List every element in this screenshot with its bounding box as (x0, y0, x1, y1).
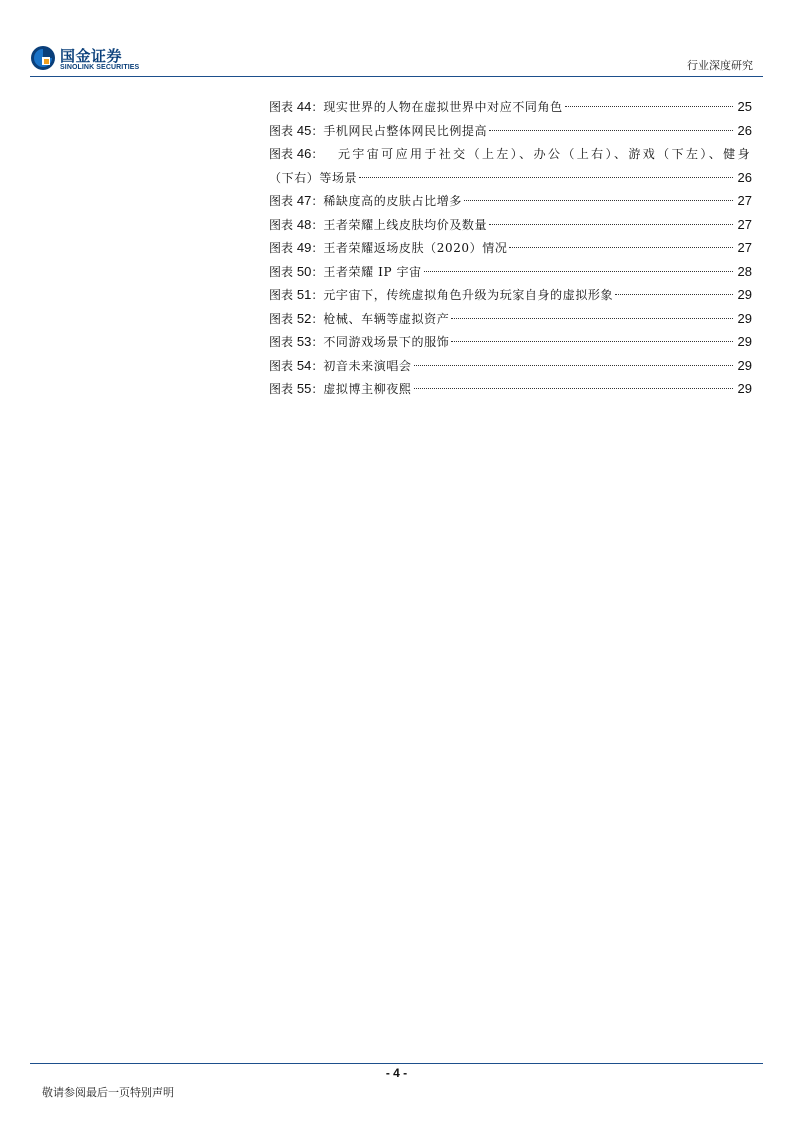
toc-page-number: 29 (737, 310, 752, 326)
toc-page-number: 29 (737, 381, 752, 396)
footer-divider (30, 1063, 763, 1064)
toc-title: 不同游戏场景下的服饰 (323, 335, 450, 349)
toc-page-number: 29 (737, 287, 752, 302)
page-header (0, 0, 793, 80)
toc-figure-label: 图表 47： (269, 193, 324, 208)
toc-entry-44[interactable] (269, 95, 752, 119)
toc-entry-49[interactable] (269, 236, 752, 260)
toc-entry-46[interactable] (269, 142, 752, 166)
figure-list (269, 95, 752, 401)
toc-leader (414, 365, 733, 366)
brand-name-cn: 国金证券 (60, 47, 123, 65)
toc-page-number: 27 (737, 216, 752, 232)
toc-leader (565, 106, 733, 107)
toc-entry-47[interactable] (269, 189, 752, 213)
toc-leader (489, 130, 733, 131)
toc-leader (359, 177, 733, 178)
toc-figure-label: 图表 49： (269, 240, 324, 255)
toc-entry-45[interactable] (269, 119, 752, 143)
toc-leader (464, 200, 733, 201)
toc-entry-46-continued[interactable] (269, 166, 752, 190)
toc-title: 王者荣耀 IP 宇宙 (323, 264, 422, 279)
company-logo (30, 45, 150, 75)
toc-page-number: 29 (737, 334, 752, 349)
document-type: 行业深度研究 (687, 59, 753, 72)
toc-page-number: 26 (737, 122, 752, 138)
toc-figure-label: 图表 50： (269, 263, 324, 279)
toc-title: 王者荣耀上线皮肤均价及数量 (323, 217, 488, 232)
sinolink-logo-icon (30, 45, 56, 71)
toc-entry-48[interactable] (269, 213, 752, 237)
toc-title-continued: （下右）等场景 (269, 170, 358, 185)
toc-title: 元宇宙下，传统虚拟角色升级为玩家自身的虚拟形象 (323, 288, 614, 302)
toc-title: 手机网民占整体网民比例提高 (323, 123, 488, 138)
toc-title: 现实世界的人物在虚拟世界中对应不同角色 (323, 100, 563, 114)
toc-entry-55[interactable] (269, 377, 752, 401)
toc-figure-label: 图表 54： (269, 357, 324, 373)
toc-leader (424, 271, 733, 272)
toc-figure-label: 图表 55： (269, 381, 324, 396)
toc-leader (451, 318, 733, 319)
toc-entry-50[interactable] (269, 260, 752, 284)
toc-page-number: 27 (737, 240, 752, 255)
toc-page-number: 28 (737, 263, 752, 279)
page-number: - 4 - (385, 1066, 408, 1080)
toc-title: 稀缺度高的皮肤占比增多 (323, 194, 462, 208)
toc-page-number: 26 (737, 169, 752, 185)
toc-figure-label: 图表 45： (269, 122, 324, 138)
toc-page-number: 27 (737, 193, 752, 208)
toc-entry-51[interactable] (269, 283, 752, 307)
toc-figure-label: 图表 46： (269, 146, 324, 161)
toc-entry-53[interactable] (269, 330, 752, 354)
toc-figure-label: 图表 51： (269, 287, 324, 302)
brand-name-en: SINOLINK SECURITIES (60, 64, 140, 71)
toc-title: 王者荣耀返场皮肤（2020）情况 (323, 241, 508, 255)
toc-leader (414, 388, 733, 389)
toc-figure-label: 图表 53： (269, 334, 324, 349)
toc-leader (489, 224, 733, 225)
toc-figure-label: 图表 52： (269, 310, 324, 326)
toc-leader (615, 294, 733, 295)
toc-title: 初音未来演唱会 (323, 358, 412, 373)
toc-page-number: 29 (737, 357, 752, 373)
toc-leader (451, 341, 733, 342)
toc-title: 虚拟博主柳夜熙 (323, 382, 412, 396)
toc-title: 元宇宙可应用于社交（上左）、办公（上右）、游戏（下左）、健身 (337, 147, 752, 161)
toc-figure-label: 图表 44： (269, 99, 324, 114)
toc-page-number: 25 (737, 99, 752, 114)
toc-title: 枪械、车辆等虚拟资产 (323, 311, 450, 326)
header-divider (30, 76, 763, 77)
toc-figure-label: 图表 48： (269, 216, 324, 232)
disclaimer-note: 敬请参阅最后一页特别声明 (42, 1086, 174, 1099)
toc-entry-52[interactable] (269, 307, 752, 331)
toc-entry-54[interactable] (269, 354, 752, 378)
toc-leader (509, 247, 733, 248)
